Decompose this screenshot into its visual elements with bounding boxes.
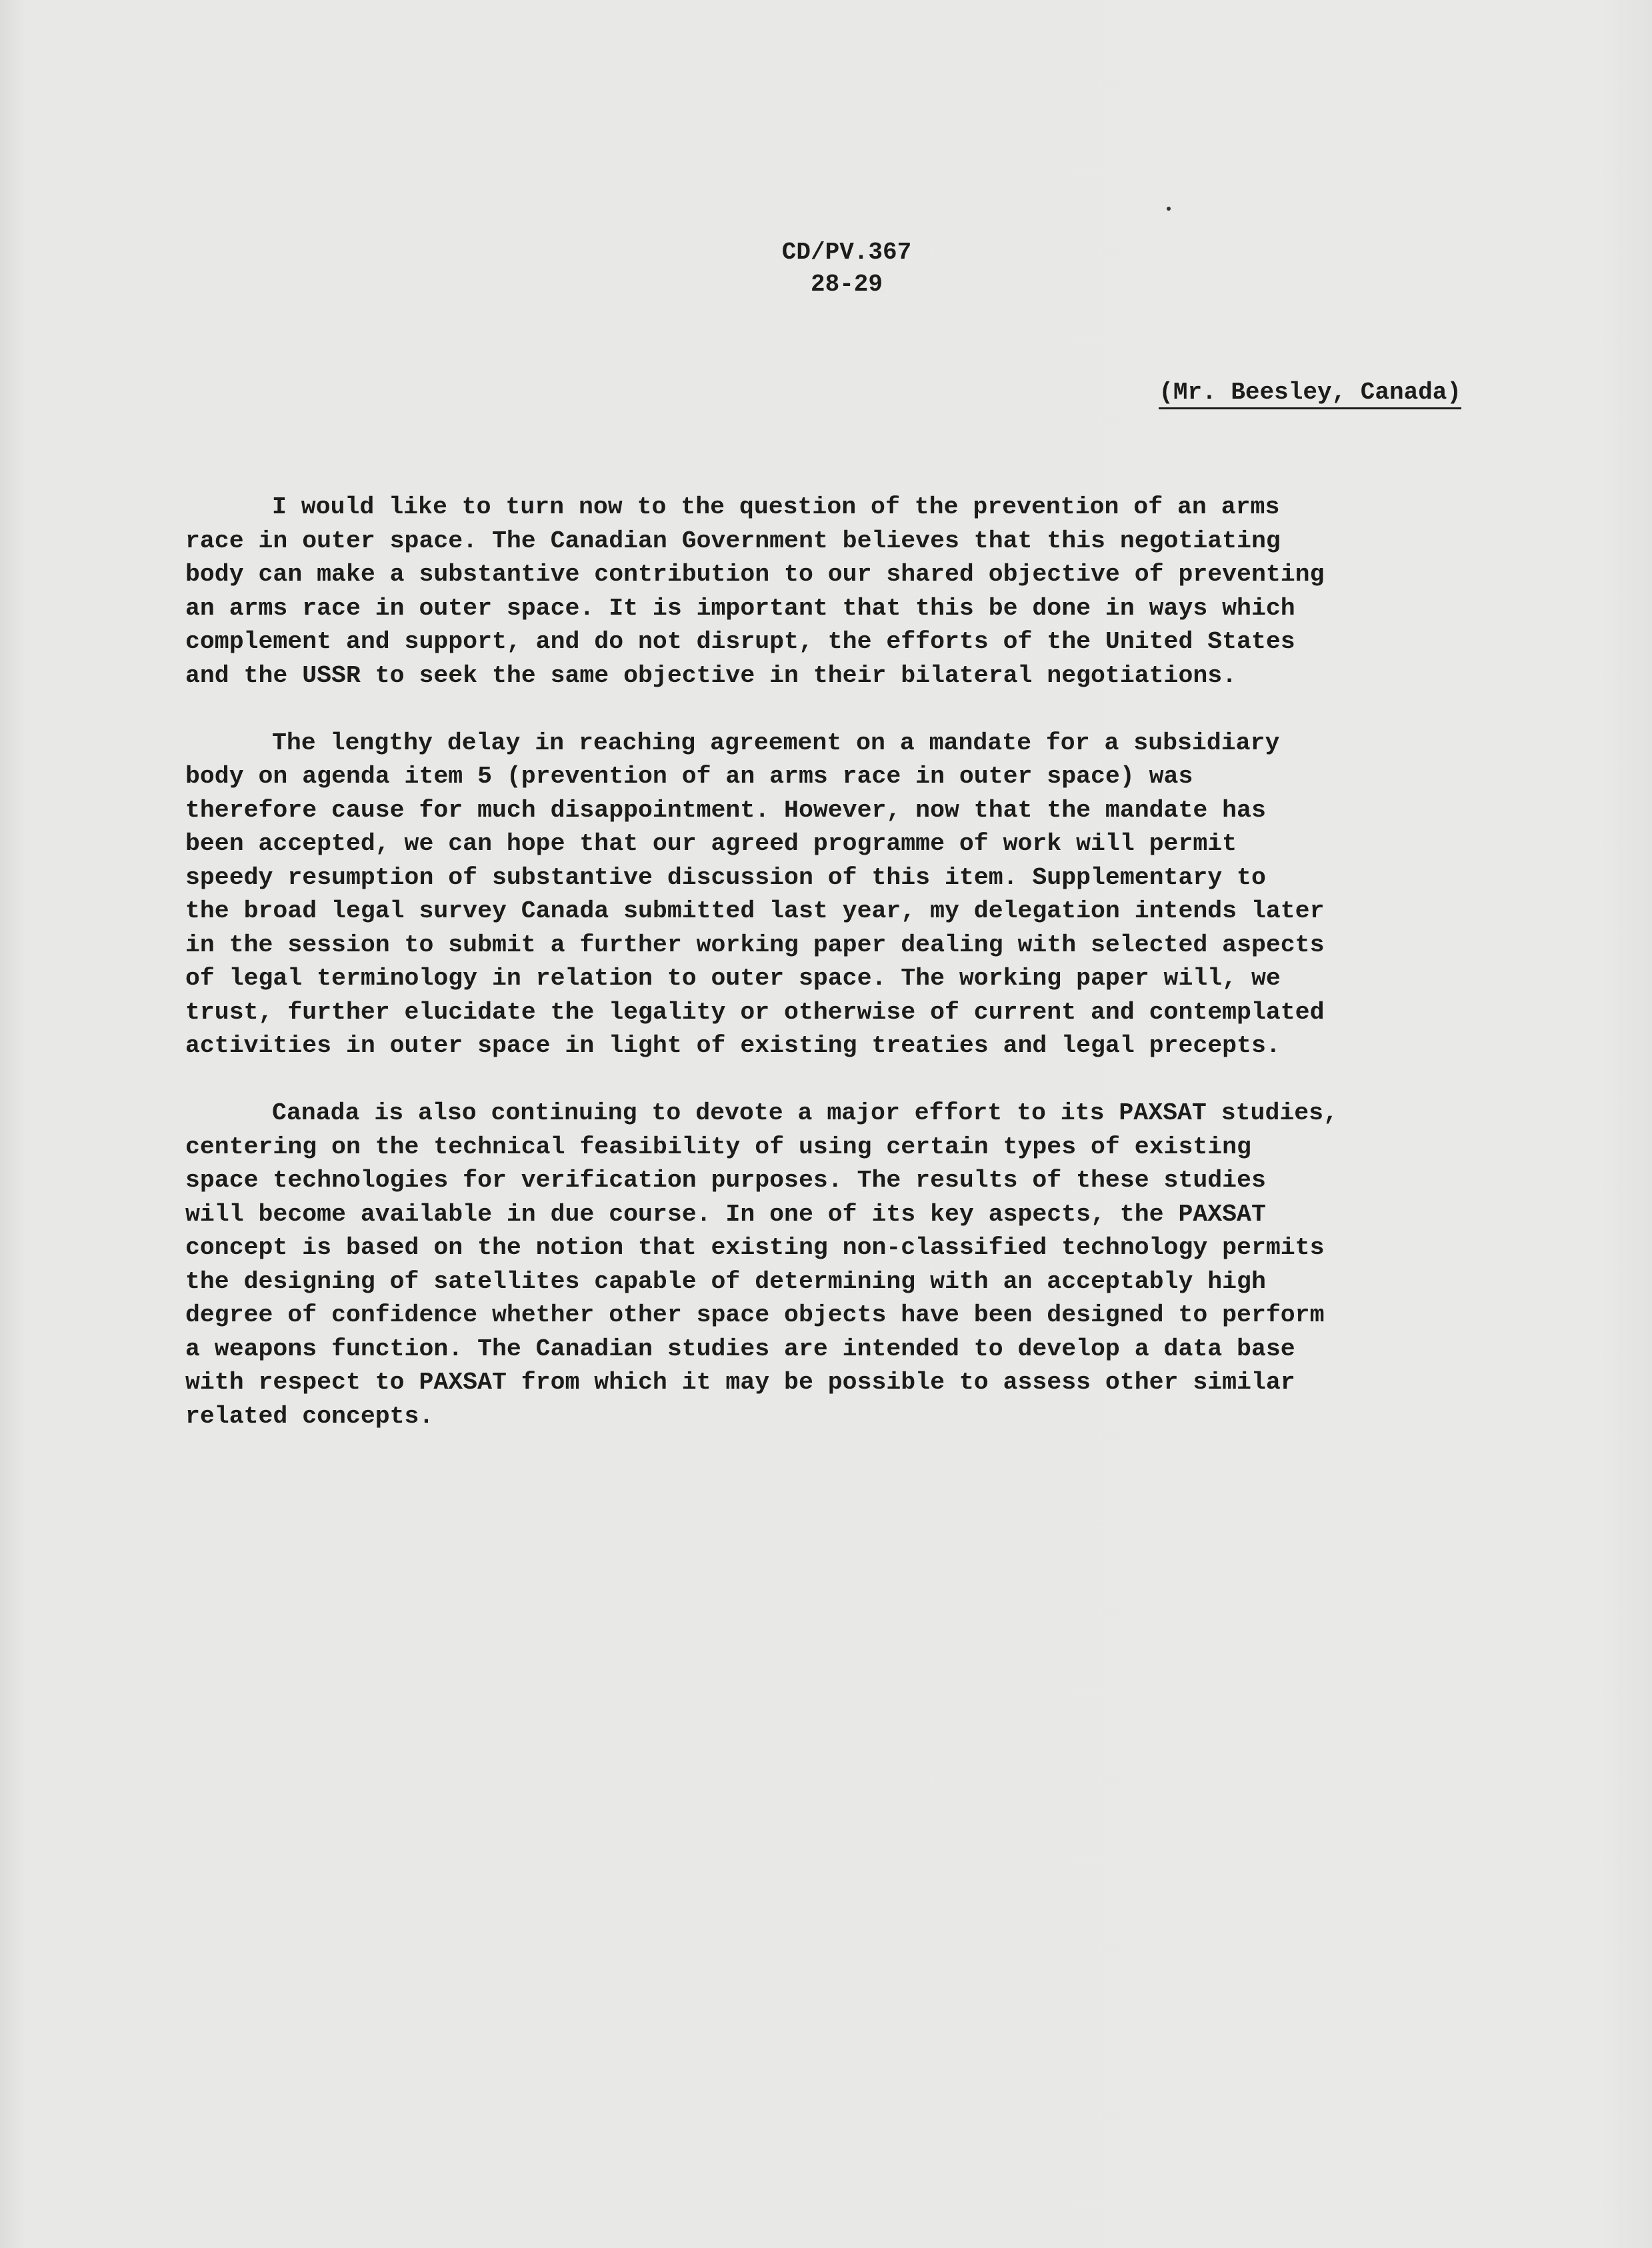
document-header: [767, 237, 927, 301]
paragraph-text: The lengthy delay in reaching agreement on a mandate for a subsidiary body on agenda item 5 (prevention of an arms race in outer space) was therefore cause for much disappointment. However, now that the mandate has been accepted, we can hope that our agreed programme of work will permit speedy resumption of substantive discussion of this item. Supplementary to the broad legal survey Canada submitted last year, my delegation intends later in the session to submit a further working paper dealing with selected aspects of legal terminology in relation to outer space. The working paper will, we trust, further elucidate the legality or otherwise of current and contemplated activities in outer space in light of existing treaties and legal precepts.: [185, 729, 1325, 1059]
page-numbers: 28-29: [810, 271, 883, 298]
paragraph-text: Canada is also continuing to devote a major effort to its PAXSAT studies, centering on the technical feasibility of using certain types of existing space technologies for verification purposes. The results of these studies will become available in due course. In one of its key aspects, the PAXSAT concept is based on the notion that existing non-classified technology permits the designing of satellites capable of determining with an acceptably high degree of confidence whether other space objects have been designed to perform a weapons function. The Canadian studies are intended to develop a data base with respect to PAXSAT from which it may be possible to assess other similar related concepts.: [185, 1099, 1338, 1430]
speck-mark: [1167, 207, 1171, 211]
speaker-attribution: [1159, 377, 1461, 409]
paragraph-paxsat: [185, 1097, 1512, 1433]
paragraph-text: I would like to turn now to the question of the prevention of an arms race in outer space. The Canadian Government believes that this negotiating body can make a substantive contribution to our shared objective of preventing an arms race in outer space. It is important that this be done in ways which complement and support, and do not disrupt, the efforts of the United States and the USSR to seek the same objective in their bilateral negotiations.: [185, 493, 1325, 689]
speaker-name: (Mr. Beesley, Canada): [1159, 379, 1461, 409]
paragraph-agenda-item: [185, 727, 1512, 1063]
document-symbol: CD/PV.367: [781, 239, 912, 266]
speech-body: [185, 491, 1512, 1467]
paragraph-arms-race: [185, 491, 1512, 693]
